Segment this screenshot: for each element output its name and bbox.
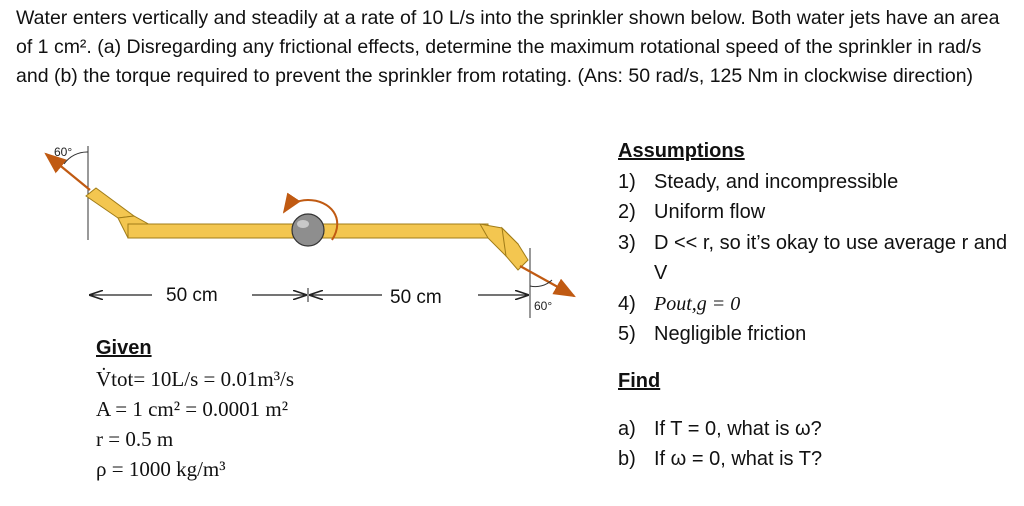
assumption-number: 5) [618, 323, 636, 345]
assumption-text: Pout,g = 0 [654, 292, 741, 315]
sprinkler-diagram [40, 138, 600, 318]
assumption-item [618, 319, 1018, 350]
find-text: If T = 0, what is ω? [654, 418, 822, 440]
assumption-text: Uniform flow [654, 201, 766, 223]
assumption-item [618, 197, 1018, 228]
problem-statement: Water enters vertically and steadily at a rate of 10 L/s into the sprinkler shown below. Both water jets have an area of 1 cm². (a) Disregarding any frictional effects, determine the maximum rotational speed of the sprinkler in rad/s and (b) the torque required to prevent the sprinkler from rotating. (Ans: 50 rad/s, 125 Nm in clockwise direction) [16, 7, 1000, 87]
find-item [618, 444, 1018, 474]
assumption-number: 2) [618, 201, 636, 223]
right-jet-arrow [520, 266, 574, 296]
given-heading: Given [96, 337, 152, 359]
assumption-item [618, 289, 1018, 320]
assumption-item [618, 167, 1018, 198]
find-item [618, 414, 1018, 444]
given-line-flowrate: V̇tot= 10L/s = 0.01m³/s [96, 367, 294, 391]
find-section [618, 366, 1018, 474]
assumptions-section [618, 136, 1018, 350]
given-line-area: A = 1 cm² = 0.0001 m² [96, 397, 289, 421]
assumption-number: 4) [618, 292, 636, 315]
dim-right-label: 50 cm [390, 287, 442, 308]
dim-left-label: 50 cm [166, 285, 218, 306]
assumption-text: D << r, so it’s okay to use average r and V [654, 231, 1008, 284]
right-angle-label: 60° [534, 299, 553, 313]
sprinkler-hub [292, 214, 324, 246]
find-number: a) [618, 418, 636, 440]
find-number: b) [618, 448, 636, 470]
assumption-text: Negligible friction [654, 323, 807, 345]
given-section [96, 336, 426, 484]
find-text: If ω = 0, what is T? [654, 448, 823, 470]
assumptions-heading: Assumptions [618, 140, 745, 162]
left-angle-label: 60° [54, 145, 73, 159]
given-line-density: ρ = 1000 kg/m³ [96, 457, 226, 481]
given-line-radius: r = 0.5 m [96, 427, 174, 451]
assumption-text: Steady, and incompressible [654, 170, 899, 193]
assumption-number: 1) [618, 170, 636, 193]
find-heading: Find [618, 370, 661, 392]
assumption-item [618, 228, 1018, 289]
assumption-number: 3) [618, 231, 636, 254]
